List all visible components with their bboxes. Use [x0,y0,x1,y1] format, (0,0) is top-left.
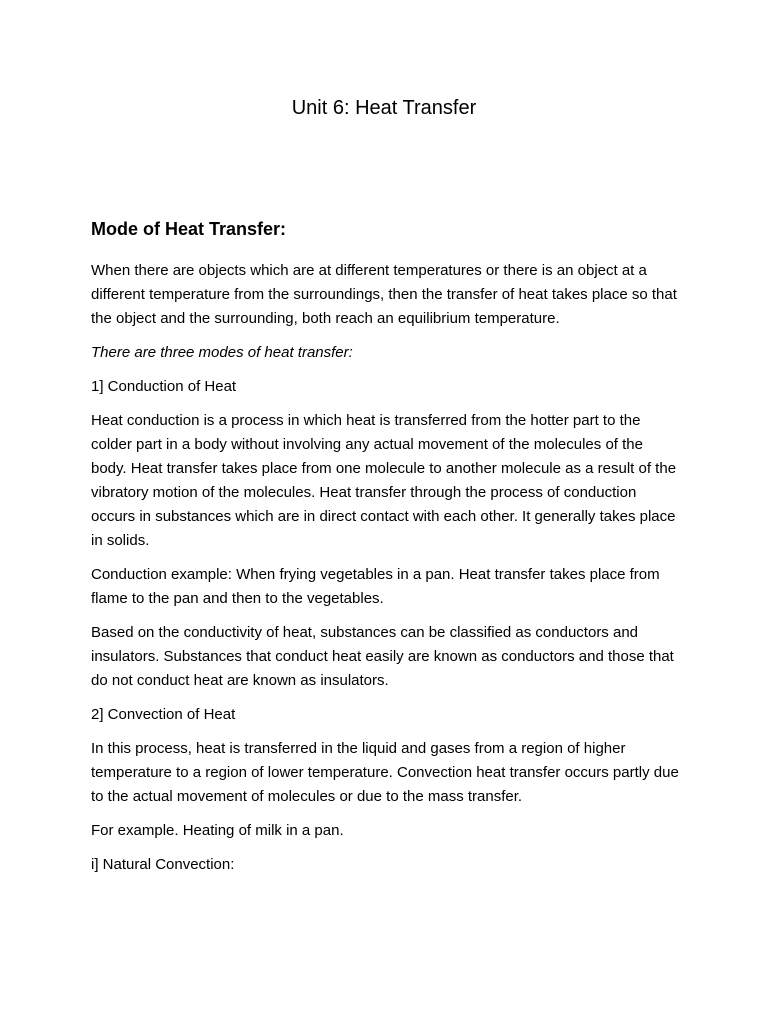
conduction-paragraph: Heat conduction is a process in which heat is transferred from the hotter part to the colder part in a body without involving any actual movement of the molecules of the body. Heat transfer takes place from one molecule to another molecule as a result of the vibratory motion of the molecules. Heat transfer through the process of conduction occurs in substances which are in direct contact with each other. It generally takes place in solids. [91,412,677,549]
natural-convection-heading: i] Natural Convection: [91,856,235,873]
conductors-paragraph: Based on the conductivity of heat, substances can be classified as conductors and insulators. Substances that conduct heat easily are known as conductors and those that do not conduct heat are known as insulators. [91,624,674,689]
modes-intro: There are three modes of heat transfer: [91,344,353,361]
convection-example: For example. Heating of milk in a pan. [91,822,344,839]
convection-paragraph: In this process, heat is transferred in the liquid and gases from a region of higher temperature to a region of lower temperature. Convection heat transfer occurs partly due to the actual movement of molecules or due to the mass transfer. [91,740,679,805]
page-title: Unit 6: Heat Transfer [291,97,477,119]
conduction-example: Conduction example: When frying vegetables in a pan. Heat transfer takes place from flame to the pan and then to the vegetables. [91,566,660,607]
section-heading: Mode of Heat Transfer: [91,219,287,239]
document-body [91,215,681,887]
convection-heading: 2] Convection of Heat [91,706,236,723]
intro-paragraph: When there are objects which are at different temperatures or there is an object at a different temperature from the surroundings, then the transfer of heat takes place so that the object and the surrounding, both reach an equilibrium temperature. [91,262,677,327]
conduction-heading: 1] Conduction of Heat [91,378,237,395]
